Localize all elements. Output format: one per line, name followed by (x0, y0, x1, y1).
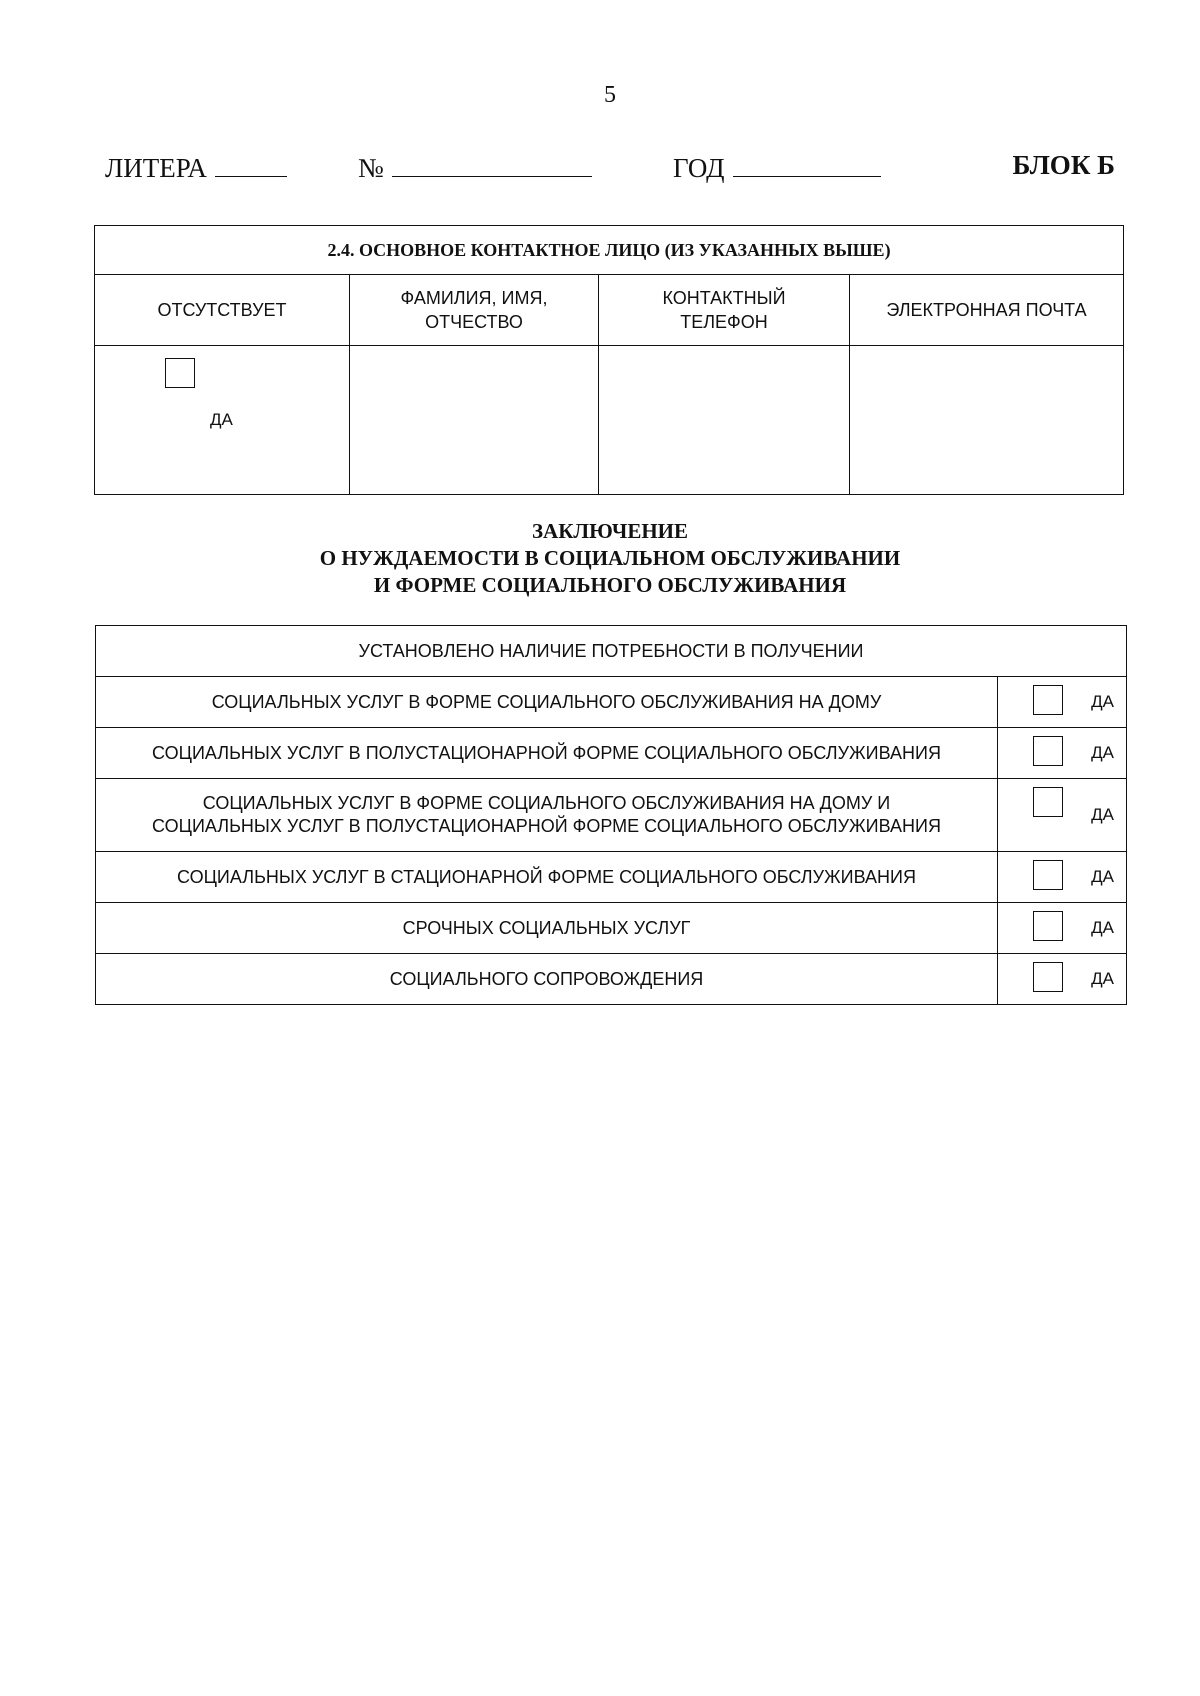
column-absent: ОТСУТСТВУЕТ (95, 275, 350, 346)
option-stationary-yes (998, 852, 1127, 903)
checkbox-label: ДА (1091, 692, 1114, 711)
number-label: № (358, 153, 384, 183)
conclusion-title-line: ЗАКЛЮЧЕНИЕ (531, 519, 689, 543)
option-semi-stationary-yes (998, 728, 1127, 779)
year-field (673, 150, 881, 184)
option-social-support-checkbox[interactable] (1033, 962, 1063, 992)
option-social-support-yes (998, 954, 1127, 1005)
option-semi-stationary: СОЦИАЛЬНЫХ УСЛУГ В ПОЛУСТАЦИОНАРНОЙ ФОРМЕ СОЦИАЛЬНОГО ОБСЛУЖИВАНИЯ (96, 728, 998, 779)
option-home-and-semi-stationary-yes (998, 779, 1127, 852)
litera-label: ЛИТЕРА (105, 153, 207, 183)
litera-blank[interactable] (215, 150, 287, 177)
full-name-input-cell[interactable] (350, 346, 599, 495)
needs-header: УСТАНОВЛЕНО НАЛИЧИЕ ПОТРЕБНОСТИ В ПОЛУЧЕНИИ (96, 626, 1127, 677)
column-phone: КОНТАКТНЫЙ ТЕЛЕФОН (599, 275, 850, 346)
option-stationary-checkbox[interactable] (1033, 860, 1063, 890)
option-urgent-services-yes (998, 903, 1127, 954)
option-home-service-checkbox[interactable] (1033, 685, 1063, 715)
option-line: СОЦИАЛЬНЫХ УСЛУГ В ПОЛУСТАЦИОНАРНОЙ ФОРМЕ СОЦИАЛЬНОГО ОБСЛУЖИВАНИЯ (152, 816, 941, 836)
contact-section-title: 2.4. ОСНОВНОЕ КОНТАКТНОЕ ЛИЦО (ИЗ УКАЗАННЫХ ВЫШЕ) (95, 226, 1124, 275)
phone-input-cell[interactable] (599, 346, 850, 495)
year-blank[interactable] (733, 150, 881, 177)
option-stationary: СОЦИАЛЬНЫХ УСЛУГ В СТАЦИОНАРНОЙ ФОРМЕ СОЦИАЛЬНОГО ОБСЛУЖИВАНИЯ (96, 852, 998, 903)
option-home-service-yes (998, 677, 1127, 728)
column-email: ЭЛЕКТРОННАЯ ПОЧТА (850, 275, 1124, 346)
option-social-support: СОЦИАЛЬНОГО СОПРОВОЖДЕНИЯ (96, 954, 998, 1005)
year-label: ГОД (673, 153, 725, 183)
checkbox-label: ДА (1091, 918, 1114, 937)
litera-field (105, 150, 287, 184)
conclusion-title (0, 518, 1200, 599)
option-line: СОЦИАЛЬНЫХ УСЛУГ В ФОРМЕ СОЦИАЛЬНОГО ОБСЛУЖИВАНИЯ НА ДОМУ И (202, 793, 891, 813)
number-blank[interactable] (392, 150, 592, 177)
checkbox-label: ДА (1091, 805, 1114, 824)
needs-table (95, 625, 1127, 1005)
option-home-and-semi-stationary-checkbox[interactable] (1033, 787, 1063, 817)
page-number: 5 (604, 82, 616, 108)
absent-checkbox[interactable] (165, 358, 195, 388)
option-urgent-services: СРОЧНЫХ СОЦИАЛЬНЫХ УСЛУГ (96, 903, 998, 954)
conclusion-title-line: О НУЖДАЕМОСТИ В СОЦИАЛЬНОМ ОБСЛУЖИВАНИИ (319, 546, 901, 570)
checkbox-label: ДА (1091, 743, 1114, 762)
option-home-and-semi-stationary (96, 779, 998, 852)
column-full-name: ФАМИЛИЯ, ИМЯ, ОТЧЕСТВО (350, 275, 599, 346)
option-home-service: СОЦИАЛЬНЫХ УСЛУГ В ФОРМЕ СОЦИАЛЬНОГО ОБСЛУЖИВАНИЯ НА ДОМУ (96, 677, 998, 728)
block-label: БЛОК Б (1012, 150, 1115, 180)
number-field (358, 150, 592, 184)
form-header (105, 150, 1115, 186)
option-urgent-services-checkbox[interactable] (1033, 911, 1063, 941)
contact-person-table (94, 225, 1124, 495)
conclusion-title-line: И ФОРМЕ СОЦИАЛЬНОГО ОБСЛУЖИВАНИЯ (373, 573, 847, 597)
absent-checkbox-label: ДА (210, 410, 233, 429)
absent-cell (95, 346, 350, 495)
option-semi-stationary-checkbox[interactable] (1033, 736, 1063, 766)
email-input-cell[interactable] (850, 346, 1124, 495)
checkbox-label: ДА (1091, 867, 1114, 886)
checkbox-label: ДА (1091, 969, 1114, 988)
